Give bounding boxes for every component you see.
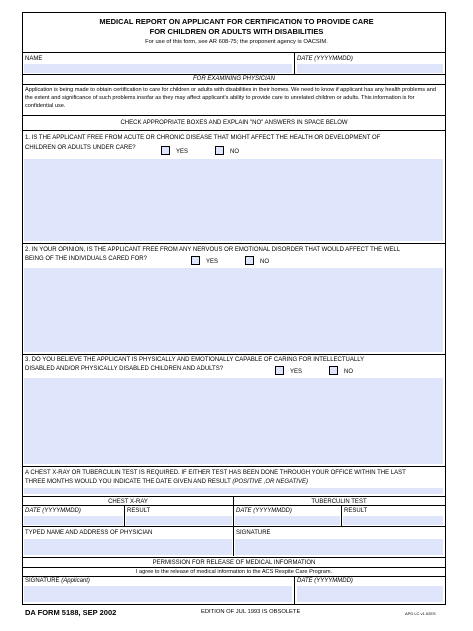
q2-yes-label: YES	[206, 259, 219, 265]
q3-yes-checkbox[interactable]	[275, 366, 284, 375]
q1-no-label: NO	[230, 149, 239, 155]
q1-yes-label: YES	[176, 149, 189, 155]
q2-yes-checkbox[interactable]	[191, 256, 200, 265]
tb-date-field[interactable]	[235, 516, 340, 525]
question-3-line2: DISABLED AND/OR PHYSICALLY DISABLED CHILDREN AND ADULTS?	[25, 366, 224, 372]
physician-name-label: TYPED NAME AND ADDRESS OF PHYSICIAN	[25, 530, 153, 536]
date-label: DATE (YYYYMMDD)	[297, 56, 353, 62]
xray-line2: THREE MONTHS WOULD YOU INDICATE THE DATE GIVEN AND RESULT (POSITIVE ,OR NEGATIVE)	[25, 479, 308, 485]
check-instructions: CHECK APPROPRIATE BOXES AND EXPLAIN "NO" ANSWERS IN SPACE BELOW	[120, 120, 348, 126]
question-1-line1: 1. IS THE APPLICANT FREE FROM ACUTE OR CHRONIC DISEASE THAT MIGHT AFFECT THE HEALTH OR DEVELOPMENT OF	[25, 135, 381, 141]
form-number: DA FORM 5188, SEP 2002	[25, 608, 117, 617]
q1-yes-checkbox[interactable]	[161, 146, 170, 155]
xray-date-label: DATE (YYYYMMDD)	[25, 508, 81, 514]
question-2-line2: BEING OF THE INDIVIDUALS CARED FOR?	[25, 256, 147, 262]
xray-answer-field[interactable]	[24, 488, 443, 494]
date-field[interactable]	[297, 64, 443, 73]
permission-heading: PERMISSION FOR RELEASE OF MEDICAL INFORMATION	[152, 560, 316, 566]
question-3-line1: 3. DO YOU BELIEVE THE APPLICANT IS PHYSICALLY AND EMOTIONALLY CAPABLE OF CARING FOR INTELLECTUALLY	[25, 357, 365, 363]
q1-explanation-field[interactable]	[24, 159, 443, 241]
q2-no-label: NO	[260, 259, 269, 265]
physician-signature-label: SIGNATURE	[236, 530, 271, 536]
physician-signature-field[interactable]	[235, 539, 443, 555]
xray-date-field[interactable]	[24, 516, 123, 525]
xray-result-label: RESULT	[127, 508, 151, 514]
q2-explanation-field[interactable]	[24, 268, 443, 352]
q1-no-checkbox[interactable]	[215, 146, 224, 155]
xray-result-field[interactable]	[126, 516, 232, 525]
question-1-line2: CHILDREN OR ADULTS UNDER CARE?	[25, 145, 136, 151]
applicant-date-field[interactable]	[297, 586, 443, 602]
applicant-signature-label: SIGNATURE (Applicant)	[25, 578, 90, 584]
q3-no-checkbox[interactable]	[329, 366, 338, 375]
q3-no-label: NO	[344, 369, 353, 375]
chest-xray-heading: CHEST X-RAY	[108, 499, 148, 505]
q3-yes-label: YES	[290, 369, 303, 375]
intro-paragraph: Application is being made to obtain certification to care for children or adults with disabilities in their homes. We need to know if applicant has any health problems and the extent and significance of such problems insofar as they may affect applicant's ability to provide care to unrelated children or adults. This information is for confidential use.	[25, 87, 436, 109]
q3-explanation-field[interactable]	[24, 378, 443, 464]
permission-statement: I agree to the release of medical information to the ACS Respite Care Program.	[135, 569, 333, 575]
form-title-line2: FOR CHILDREN OR ADULTS WITH DISABILITIES	[149, 27, 324, 36]
tuberculin-heading: TUBERCULIN TEST	[311, 499, 367, 505]
tb-result-label: RESULT	[344, 508, 368, 514]
form-subtitle: For use of this form, see AR 608-75; the proponent agency is OACSIM.	[145, 39, 328, 45]
q2-no-checkbox[interactable]	[245, 256, 254, 265]
question-2-line1: 2. IN YOUR OPINION, IS THE APPLICANT FREE FROM ANY NERVOUS OR EMOTIONAL DISORDER THAT WOULD AFFECT THE WELL	[25, 247, 401, 253]
section-examining-physician: FOR EXAMINING PHYSICIAN	[192, 76, 275, 82]
form-title-line1: MEDICAL REPORT ON APPLICANT FOR CERTIFICATION TO PROVIDE CARE	[99, 17, 374, 26]
version-note: APD LC v1.02ES	[405, 611, 436, 616]
edition-note: EDITION OF JUL 1993 IS OBSOLETE	[201, 609, 301, 615]
applicant-date-label: DATE (YYYYMMDD)	[297, 578, 353, 584]
tb-result-field[interactable]	[343, 516, 443, 525]
applicant-signature-field[interactable]	[24, 586, 292, 602]
physician-name-field[interactable]	[24, 539, 232, 555]
name-field[interactable]	[24, 64, 292, 73]
name-label: NAME	[25, 56, 43, 62]
xray-line1: A CHEST X-RAY OR TUBERCULIN TEST IS REQUIRED. IF EITHER TEST HAS BEEN DONE THROUGH YOUR OFFICE WITHIN THE LAST	[25, 470, 406, 476]
tb-date-label: DATE (YYYYMMDD)	[236, 508, 292, 514]
